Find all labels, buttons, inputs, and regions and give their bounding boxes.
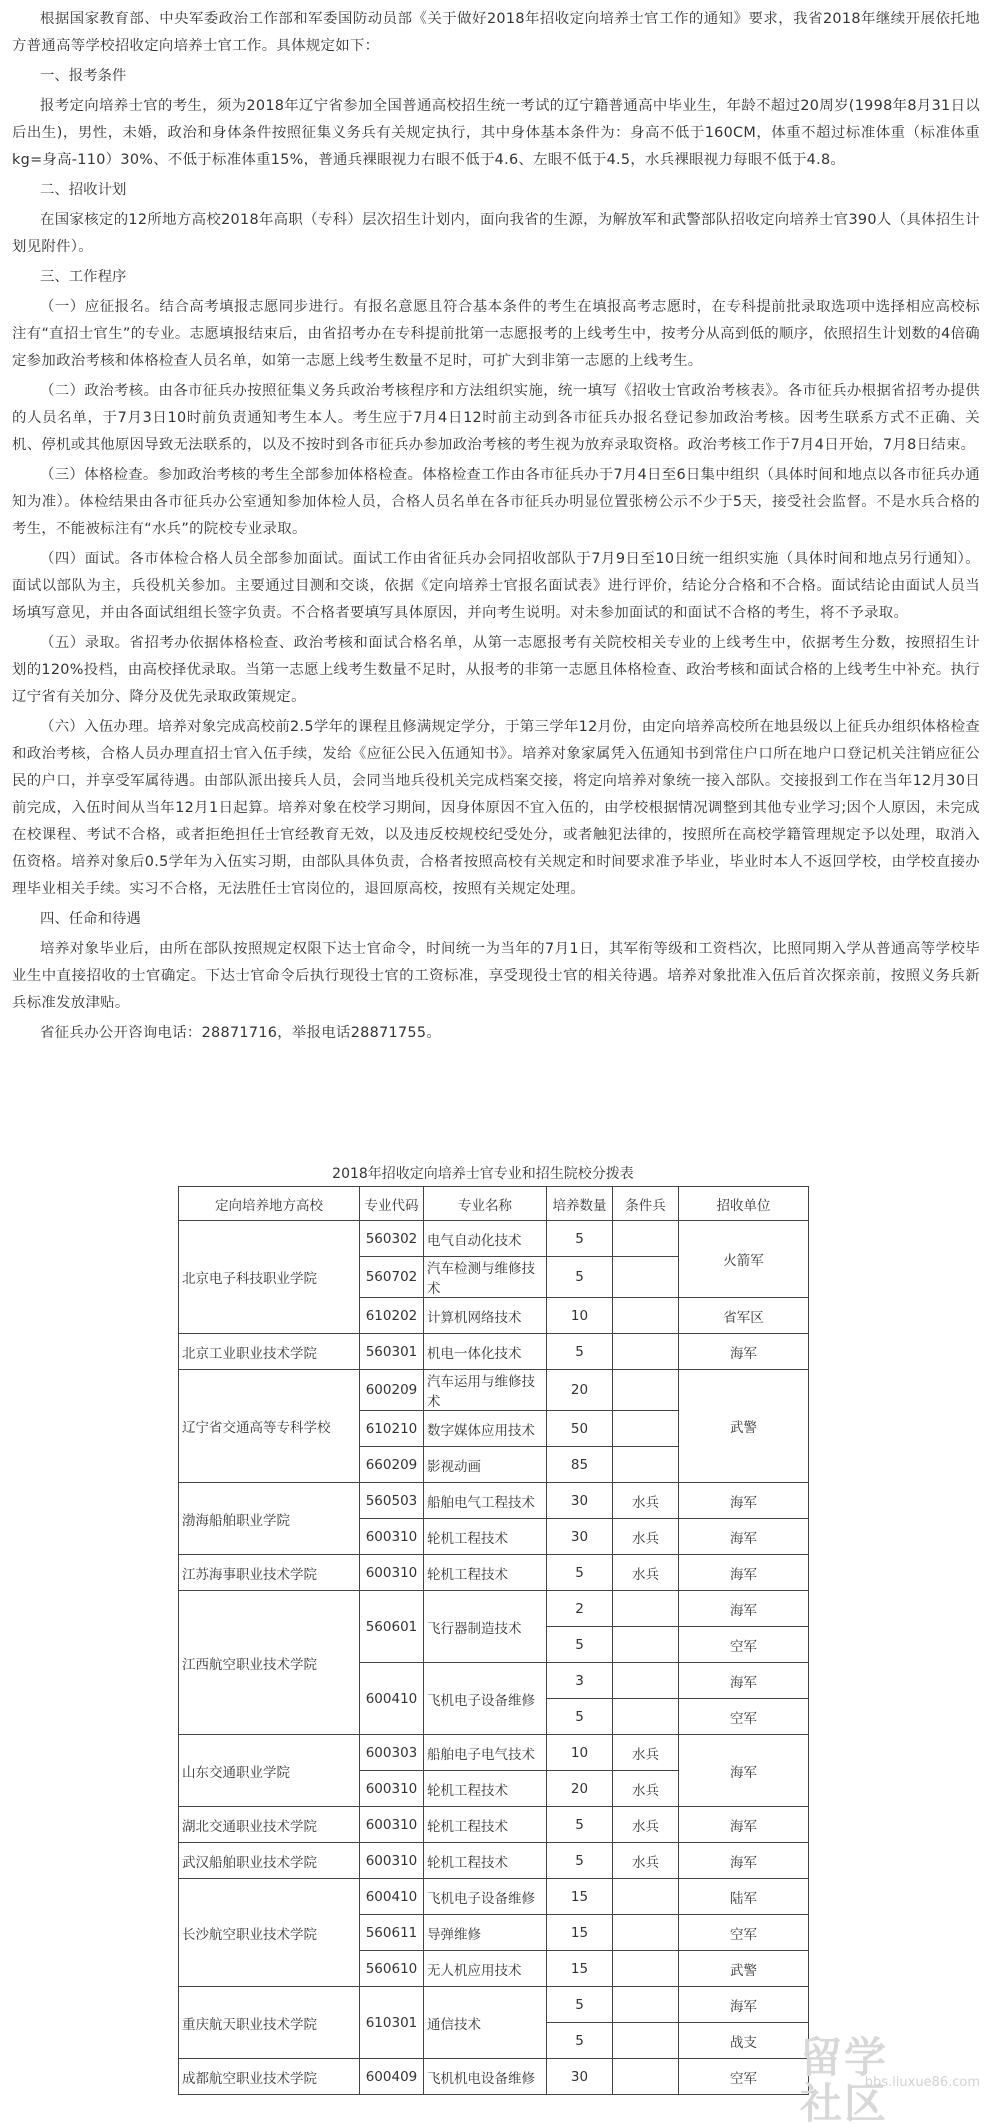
cell-count: 30 (547, 1483, 613, 1519)
cell-unit: 空军 (679, 1699, 809, 1735)
cell-condition (613, 1447, 679, 1483)
body-paragraph: 省征兵办公开咨询电话：28871716，举报电话28871755。 (40, 1025, 442, 1041)
cell-code: 560503 (360, 1483, 424, 1519)
cell-code: 610202 (360, 1298, 424, 1334)
body-paragraph: 报考定向培养士官的考生，须为2018年辽宁省参加全国普通高校招生统一考试的辽宁籍普通高中毕业生，年龄不超过20周岁(1998年8月31日以后出生)，男性，未婚，政治和身体条件按照征集义务兵有关规定执行，其中身体基本条件为：身高不低于160CM，体重不超过标准体重（标准体重kg=身高-110）30%、不低于标准体重15%，普通兵裸眼视力右眼不低于4.6、左眼不低于4.5，水兵裸眼视力每眼不低于4.8。 (12, 98, 980, 168)
cell-condition: 水兵 (613, 1807, 679, 1843)
cell-condition (613, 1257, 679, 1298)
cell-count: 5 (547, 2023, 613, 2059)
cell-condition: 水兵 (613, 1843, 679, 1879)
header-code: 专业代码 (360, 1187, 424, 1221)
table-row (179, 1334, 809, 1370)
cell-unit: 海军 (679, 1483, 809, 1519)
cell-condition: 水兵 (613, 1483, 679, 1519)
cell-unit: 海军 (679, 1555, 809, 1591)
cell-code: 600209 (360, 1370, 424, 1411)
cell-major: 通信技术 (424, 1987, 547, 2059)
cell-count: 20 (547, 1771, 613, 1807)
header-condition: 条件兵 (613, 1187, 679, 1221)
cell-count: 85 (547, 1447, 613, 1483)
cell-unit: 省军区 (679, 1298, 809, 1334)
cell-major: 汽车运用与维修技术 (424, 1370, 547, 1411)
cell-unit: 火箭军 (679, 1221, 809, 1298)
cell-code: 600310 (360, 1807, 424, 1843)
section-heading: 三、工作程序 (40, 269, 127, 285)
cell-code: 660209 (360, 1447, 424, 1483)
cell-code: 600409 (360, 2059, 424, 2095)
cell-unit: 海军 (679, 1735, 809, 1807)
cell-major: 无人机应用技术 (424, 1951, 547, 1987)
cell-unit: 海军 (679, 1663, 809, 1699)
cell-code: 600310 (360, 1843, 424, 1879)
body-paragraph: 在国家核定的12所地方高校2018年高职（专科）层次招生计划内，面向我省的生源，为解放军和武警部队招收定向培养士官390人（具体招生计划见附件）。 (12, 212, 980, 255)
cell-count: 5 (547, 1807, 613, 1843)
cell-major: 飞行器制造技术 (424, 1591, 547, 1663)
cell-count: 3 (547, 1663, 613, 1699)
table-row (179, 1370, 809, 1411)
allocation-table-block (178, 1162, 808, 2095)
body-paragraph: （五）录取。省招考办依据体格检查、政治考核和面试合格名单，从第一志愿报考有关院校相关专业的上线考生中，依据考生分数，按照招生计划的120%投档，由高校择优录取。当第一志愿上线考生数量不足时，从报考的非第一志愿且体格检查、政治考核和面试合格的上线考生中补充。执行辽宁省有关加分、降分及优先录取政策规定。 (12, 635, 980, 705)
cell-code: 600303 (360, 1735, 424, 1771)
cell-school: 北京电子科技职业学院 (179, 1221, 360, 1334)
body-paragraph: 根据国家教育部、中央军委政治工作部和军委国防动员部《关于做好2018年招收定向培养士官工作的通知》要求，我省2018年继续开展依托地方普通高等学校招收定向培养士官工作。具体规定如下： (12, 11, 980, 54)
cell-major: 电气自动化技术 (424, 1221, 547, 1257)
table-row (179, 1221, 809, 1257)
cell-code: 560301 (360, 1334, 424, 1370)
table-row (179, 2059, 809, 2095)
cell-school: 辽宁省交通高等专科学校 (179, 1370, 360, 1483)
cell-code: 600410 (360, 1663, 424, 1735)
cell-count: 5 (547, 1257, 613, 1298)
table-title: 2018年招收定向培养士官专业和招生院校分拨表 (332, 1166, 634, 1182)
table-header-row (179, 1187, 809, 1221)
cell-code: 560302 (360, 1221, 424, 1257)
cell-count: 30 (547, 2059, 613, 2095)
cell-major: 轮机工程技术 (424, 1843, 547, 1879)
table-row (179, 1807, 809, 1843)
cell-count: 5 (547, 1555, 613, 1591)
cell-school: 湖北交通职业技术学院 (179, 1807, 360, 1843)
body-paragraph: （四）面试。各市体检合格人员全部参加面试。面试工作由省征兵办会同招收部队于7月9日至10日统一组织实施（具体时间和地点另行通知）。面试以部队为主，兵役机关参加。主要通过目测和交谈，依据《定向培养士官报名面试表》进行评价，结论分合格和不合格。面试结论由面试人员当场填写意见，并由各面试组组长签字负责。不合格者要填写具体原因，并向考生说明。对未参加面试的和面试不合格的考生，将不予录取。 (12, 551, 980, 621)
cell-unit: 海军 (679, 1987, 809, 2023)
cell-unit: 海军 (679, 1519, 809, 1555)
cell-count: 15 (547, 1951, 613, 1987)
cell-unit: 空军 (679, 1915, 809, 1951)
header-school: 定向培养地方高校 (179, 1187, 360, 1221)
cell-condition (613, 1951, 679, 1987)
allocation-table (178, 1186, 809, 2095)
cell-major: 数字媒体应用技术 (424, 1411, 547, 1447)
cell-unit: 海军 (679, 1591, 809, 1627)
header-unit: 招收单位 (679, 1187, 809, 1221)
cell-major: 导弹维修 (424, 1915, 547, 1951)
cell-major: 飞机电子设备维修 (424, 1879, 547, 1915)
cell-unit: 陆军 (679, 1879, 809, 1915)
table-row (179, 1591, 809, 1627)
table-row (179, 1987, 809, 2023)
cell-count: 15 (547, 1915, 613, 1951)
cell-condition: 水兵 (613, 1555, 679, 1591)
section-heading: 一、报考条件 (40, 68, 127, 84)
cell-count: 30 (547, 1519, 613, 1555)
cell-count: 20 (547, 1370, 613, 1411)
cell-count: 10 (547, 1735, 613, 1771)
cell-condition (613, 2059, 679, 2095)
cell-condition (613, 1334, 679, 1370)
cell-unit: 海军 (679, 1807, 809, 1843)
table-row (179, 1483, 809, 1519)
cell-unit: 空军 (679, 2059, 809, 2095)
cell-condition: 水兵 (613, 1771, 679, 1807)
cell-condition (613, 1370, 679, 1411)
cell-condition (613, 1221, 679, 1257)
cell-condition (613, 1879, 679, 1915)
cell-major: 计算机网络技术 (424, 1298, 547, 1334)
cell-school: 重庆航天职业技术学院 (179, 1987, 360, 2059)
cell-major: 飞机机电设备维修 (424, 2059, 547, 2095)
cell-count: 5 (547, 1334, 613, 1370)
cell-count: 5 (547, 1221, 613, 1257)
cell-school: 渤海船舶职业学院 (179, 1483, 360, 1555)
cell-unit: 战支 (679, 2023, 809, 2059)
cell-code: 560611 (360, 1915, 424, 1951)
section-heading: 四、任命和待遇 (40, 911, 141, 927)
cell-major: 飞机电子设备维修 (424, 1663, 547, 1735)
cell-school: 山东交通职业学院 (179, 1735, 360, 1807)
cell-unit: 武警 (679, 1370, 809, 1483)
body-paragraph: （三）体格检查。参加政治考核的考生全部参加体格检查。体格检查工作由各市征兵办于7月4日至6日集中组织（具体时间和地点以各市征兵办通知为准）。体检结果由各市征兵办公室通知参加体检人员，合格人员名单在各市征兵办明显位置张榜公示不少于5天，接受社会监督。不是水兵合格的考生，不能被标注有“水兵”的院校专业录取。 (12, 467, 980, 537)
cell-major: 船舶电气工程技术 (424, 1483, 547, 1519)
cell-count: 5 (547, 1843, 613, 1879)
header-major: 专业名称 (424, 1187, 547, 1221)
cell-count: 5 (547, 1627, 613, 1663)
cell-unit: 武警 (679, 1951, 809, 1987)
watermark-url: bbs.liuxue86.com (864, 2075, 980, 2090)
cell-condition (613, 1411, 679, 1447)
cell-major: 轮机工程技术 (424, 1519, 547, 1555)
cell-condition (613, 2023, 679, 2059)
header-count: 培养数量 (547, 1187, 613, 1221)
cell-school: 江西航空职业技术学院 (179, 1591, 360, 1735)
cell-school: 北京工业职业技术学院 (179, 1334, 360, 1370)
table-row (179, 1879, 809, 1915)
cell-code: 600310 (360, 1771, 424, 1807)
body-paragraph: （二）政治考核。由各市征兵办按照征集义务兵政治考核程序和方法组织实施，统一填写《招收士官政治考核表》。各市征兵办根据省招考办提供的人员名单，于7月3日10时前负责通知考生本人。考生应于7月4日12时前主动到各市征兵办报名登记参加政治考核。因考生联系方式不正确、关机、停机或其他原因导致无法联系的，以及不按时到各市征兵办参加政治考核的考生视为放弃录取资格。政治考核工作于7月4日开始，7月8日结束。 (12, 383, 980, 453)
cell-count: 5 (547, 1699, 613, 1735)
table-row (179, 1843, 809, 1879)
cell-code: 600310 (360, 1555, 424, 1591)
cell-condition (613, 1915, 679, 1951)
cell-condition (613, 1591, 679, 1627)
table-row (179, 1555, 809, 1591)
cell-code: 610301 (360, 1987, 424, 2059)
cell-code: 600310 (360, 1519, 424, 1555)
cell-condition (613, 1627, 679, 1663)
cell-condition: 水兵 (613, 1519, 679, 1555)
cell-major: 机电一体化技术 (424, 1334, 547, 1370)
cell-code: 560601 (360, 1591, 424, 1663)
cell-school: 长沙航空职业技术学院 (179, 1879, 360, 1987)
body-paragraph: （六）入伍办理。培养对象完成高校前2.5学年的课程且修满规定学分，于第三学年12月份，由定向培养高校所在地县级以上征兵办组织体格检查和政治考核，合格人员办理直招士官入伍手续，发给《应征公民入伍通知书》。培养对象家属凭入伍通知书到常住户口所在地户口登记机关注销应征公民的户口，并享受军属待遇。由部队派出接兵人员，会同当地兵役机关完成档案交接，将定向培养对象统一接入部队。交接报到工作在当年12月30日前完成，入伍时间从当年12月1日起算。培养对象在校学习期间，因身体原因不宜入伍的，由学校根据情况调整到其他专业学习;因个人原因，未完成在校课程、考试不合格，或者拒绝担任士官经教育无效，以及违反校规校纪受处分，或者触犯法律的，按照所在高校学籍管理规定予以处理，取消入伍资格。培养对象后0.5学年为入伍实习期，由部队具体负责，合格者按照高校有关规定和时间要求准予毕业，毕业时本人不返回学校，由学校直接办理毕业相关手续。实习不合格，无法胜任士官岗位的，退回原高校，按照有关规定处理。 (12, 719, 980, 897)
cell-major: 轮机工程技术 (424, 1771, 547, 1807)
site-watermark (800, 2033, 980, 2128)
cell-count: 5 (547, 1987, 613, 2023)
cell-school: 成都航空职业技术学院 (179, 2059, 360, 2095)
cell-condition (613, 1987, 679, 2023)
cell-count: 15 (547, 1879, 613, 1915)
cell-count: 2 (547, 1591, 613, 1627)
cell-code: 610210 (360, 1411, 424, 1447)
cell-unit: 海军 (679, 1843, 809, 1879)
cell-unit: 空军 (679, 1627, 809, 1663)
cell-major: 船舶电子电气技术 (424, 1735, 547, 1771)
cell-code: 600410 (360, 1879, 424, 1915)
cell-condition (613, 1663, 679, 1699)
cell-major: 汽车检测与维修技术 (424, 1257, 547, 1298)
table-row (179, 1735, 809, 1771)
body-paragraph: 培养对象毕业后，由所在部队按照规定权限下达士官命令，时间统一为当年的7月1日，其军衔等级和工资档次，比照同期入学从普通高等学校毕业生中直接招收的士官确定。下达士官命令后执行现役士官的工资标准，享受现役士官的相关待遇。培养对象批准入伍后首次探亲前，按照义务兵新兵标准发放津贴。 (12, 941, 980, 1011)
cell-count: 50 (547, 1411, 613, 1447)
document-body (12, 6, 980, 1050)
cell-major: 轮机工程技术 (424, 1807, 547, 1843)
cell-code: 560610 (360, 1951, 424, 1987)
cell-major: 影视动画 (424, 1447, 547, 1483)
cell-condition: 水兵 (613, 1735, 679, 1771)
section-heading: 二、招收计划 (40, 182, 127, 198)
body-paragraph: （一）应征报名。结合高考填报志愿同步进行。有报名意愿且符合基本条件的考生在填报高考志愿时，在专科提前批录取选项中选择相应高校标注有“直招士官生”的专业。志愿填报结束后，由省招考办在专科提前批第一志愿报考的上线考生中，按考分从高到低的顺序，依照招生计划数的4倍确定参加政治考核和体格检查人员名单，如第一志愿上线考生数量不足时，可扩大到非第一志愿的上线考生。 (12, 299, 980, 369)
cell-condition (613, 1298, 679, 1334)
cell-condition (613, 1699, 679, 1735)
cell-count: 10 (547, 1298, 613, 1334)
cell-school: 武汉船舶职业技术学院 (179, 1843, 360, 1879)
cell-school: 江苏海事职业技术学院 (179, 1555, 360, 1591)
watermark-logo: 留学社区 (800, 2033, 889, 2128)
cell-unit: 海军 (679, 1334, 809, 1370)
cell-code: 560702 (360, 1257, 424, 1298)
cell-major: 轮机工程技术 (424, 1555, 547, 1591)
